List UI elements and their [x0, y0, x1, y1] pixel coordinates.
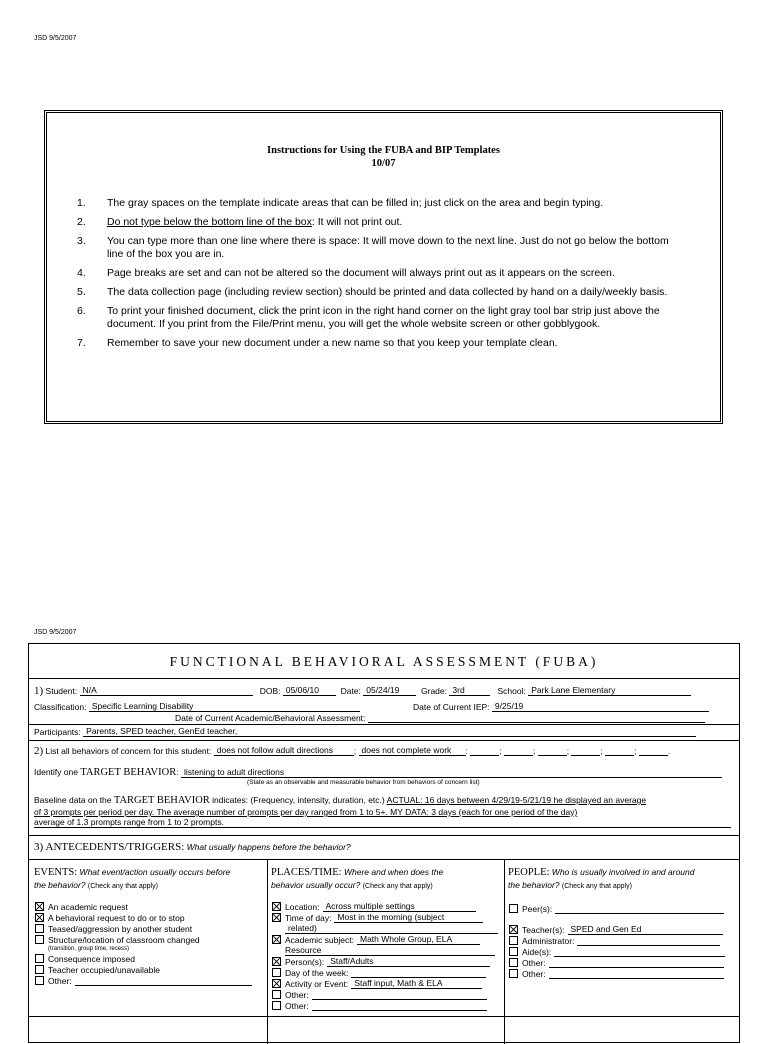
classification-field[interactable]: Specific Learning Disability [89, 702, 360, 712]
instruction-item [77, 197, 677, 210]
event-option[interactable] [35, 912, 252, 923]
behavior-field-1[interactable]: does not follow adult directions [214, 746, 354, 756]
checkbox-unchecked[interactable] [35, 924, 44, 933]
instruction-text: The data collection page (including review section) should be printed and data collected by hand on a daily/weekly basis. [107, 286, 668, 298]
target-behavior-row: Identify one TARGET BEHAVIOR: listening to adult directions [34, 767, 722, 778]
participants-field[interactable]: Parents, SPED teacher, GenEd teacher, [83, 727, 696, 737]
grade-field[interactable]: 3rd [449, 686, 490, 696]
dob-field[interactable]: 05/06/10 [283, 686, 336, 696]
people-label: Administrator: [522, 935, 575, 946]
people-field[interactable] [549, 958, 724, 968]
instruction-item [77, 337, 677, 350]
place-field[interactable]: Staff/Adults [327, 957, 490, 967]
people-checklist [509, 903, 725, 979]
places-check-note: (Check any that apply) [362, 883, 433, 890]
people-option[interactable] [509, 903, 725, 914]
baseline-line-1[interactable]: ACTUAL: 16 days between 4/29/19-5/21/19 he displayed an average [386, 795, 647, 805]
people-label: Other: [522, 957, 546, 968]
checkbox-unchecked[interactable] [35, 976, 44, 985]
instruction-text: To print your finished document, click the print icon in the right hand corner on the light gray tool bar strip just above the document. If you print from the File/Print menu, you will get the whole website screen or other gobblygook. [107, 305, 660, 330]
place-field[interactable]: Most in the morning (subject [334, 913, 483, 923]
checkbox-checked[interactable] [35, 902, 44, 911]
event-label: An academic request [48, 901, 128, 912]
instruction-rest-text: : It will not print out. [311, 216, 403, 228]
baseline-label-suffix: indicates: (Frequency, intensity, duration, etc.) [209, 795, 385, 805]
place-option[interactable] [272, 934, 498, 945]
place-option[interactable] [272, 1000, 498, 1011]
divider [29, 859, 739, 860]
people-label: Teacher(s): [522, 924, 565, 935]
fuba-form [28, 643, 740, 1043]
instructions-title-line2: 10/07 [371, 158, 396, 169]
baseline-row1 [34, 795, 646, 806]
divider [29, 724, 739, 725]
date-field[interactable]: 05/24/19 [363, 686, 416, 696]
event-option[interactable] [35, 975, 252, 986]
target-behavior-note: (State as an observable and measurable behavior from behaviors of concern list) [247, 779, 480, 786]
place-option-continued [272, 945, 498, 956]
places-title: PLACES/TIME: [271, 867, 342, 878]
school-field[interactable]: Park Lane Elementary [528, 686, 691, 696]
section1-row2 [34, 702, 360, 712]
event-label: Consequence imposed [48, 953, 135, 964]
event-option[interactable] [35, 953, 252, 964]
behavior-field-4[interactable] [504, 746, 533, 756]
event-option[interactable] [35, 934, 252, 945]
people-option[interactable] [509, 957, 725, 968]
checkbox-checked[interactable] [509, 925, 518, 934]
instruction-number: 3. [77, 235, 86, 247]
checkbox-unchecked[interactable] [35, 935, 44, 944]
instructions-list [77, 197, 677, 356]
school-label: School: [497, 686, 526, 696]
event-option[interactable] [35, 964, 252, 975]
participants-label: Participants: [34, 727, 81, 737]
place-label: Other: [285, 989, 309, 1000]
instruction-number: 7. [77, 337, 86, 349]
place-option[interactable] [272, 967, 498, 978]
divider [29, 1016, 739, 1017]
place-label: Person(s): [285, 956, 325, 967]
place-label: Location: [285, 901, 320, 912]
form-version-tag: JSD 9/5/2007 [34, 629, 77, 636]
instruction-text: The gray spaces on the template indicate areas that can be filled in; just click on the area and begin typing. [107, 197, 604, 209]
events-title: EVENTS: [34, 867, 78, 878]
people-label: Aide(s): [522, 946, 552, 957]
baseline-label-prefix: Baseline data on the [34, 795, 114, 805]
people-label: Peer(s): [522, 903, 553, 914]
divider [29, 740, 739, 741]
student-label: Student: [45, 686, 78, 696]
people-field[interactable]: SPED and Gen Ed [568, 925, 723, 935]
participants-row [34, 727, 696, 737]
place-label: Day of the week: [285, 967, 349, 978]
assessment-field[interactable] [368, 713, 705, 723]
instruction-item [77, 286, 677, 299]
iep-label: Date of Current IEP: [413, 702, 490, 712]
people-question-2: the behavior? [508, 880, 560, 890]
antecedents-question: What usually happens before the behavior? [186, 842, 351, 852]
instruction-text [107, 216, 402, 229]
checkbox-unchecked[interactable] [509, 904, 518, 913]
event-option[interactable] [35, 923, 252, 934]
people-option[interactable] [509, 968, 725, 979]
people-option[interactable] [509, 946, 725, 957]
baseline-line-3[interactable]: average of 1.3 prompts range from 1 to 2 prompts. [34, 818, 731, 828]
place-label: Other: [285, 1000, 309, 1011]
place-option[interactable] [272, 978, 498, 989]
people-field[interactable] [555, 904, 724, 914]
events-check-note: (Check any that apply) [87, 883, 158, 890]
instructions-box [44, 110, 723, 424]
place-field[interactable] [312, 1001, 487, 1011]
event-label: Teacher occupied/unavailable [48, 964, 160, 975]
people-header [508, 867, 695, 878]
people-field[interactable] [577, 936, 720, 946]
classification-label: Classification: [34, 702, 87, 712]
instruction-number: 6. [77, 305, 86, 317]
instructions-title [47, 144, 720, 170]
place-field[interactable]: Math Whole Group, ELA [357, 935, 480, 945]
behavior-field-3[interactable] [470, 746, 499, 756]
instructions-title-line1: Instructions for Using the FUBA and BIP Templates [267, 145, 500, 156]
checkbox-checked[interactable] [35, 913, 44, 922]
instruction-item [77, 305, 677, 331]
places-question: Where and when does the [343, 867, 444, 877]
section3-number: 3) [34, 841, 44, 853]
event-label: A behavioral request to do or to stop [48, 912, 185, 923]
place-option[interactable] [272, 989, 498, 1000]
checkbox-checked[interactable] [272, 979, 281, 988]
events-question: What event/action usually occurs before [79, 867, 231, 877]
assessment-label: Date of Current Academic/Behavioral Assessment: [175, 713, 366, 723]
checkbox-checked[interactable] [272, 913, 281, 922]
places-question-2: behavior usually occur? [271, 880, 361, 890]
people-option[interactable] [509, 924, 725, 935]
event-structure-note: (transition, group time, recess) [48, 946, 130, 952]
instruction-number: 5. [77, 286, 86, 298]
instruction-text: Remember to save your new document under a new name so that you keep your template clean. [107, 337, 558, 349]
checkbox-checked[interactable] [272, 957, 281, 966]
behavior-field-5[interactable] [538, 746, 567, 756]
instruction-number: 4. [77, 267, 86, 279]
date-label: Date: [340, 686, 361, 696]
instruction-item [77, 267, 677, 280]
place-option[interactable] [272, 912, 498, 923]
baseline-row3 [34, 818, 731, 828]
place-field-continued[interactable]: Resource [285, 946, 495, 956]
grade-label: Grade: [421, 686, 448, 696]
target-behavior-field[interactable]: listening to adult directions [181, 768, 722, 778]
behaviors-label: List all behaviors of concern for this student: [45, 746, 212, 756]
instruction-underlined-text: Do not type below the bottom line of the box [107, 216, 312, 228]
place-option[interactable] [272, 901, 498, 912]
checkbox-unchecked[interactable] [509, 969, 518, 978]
section1-number: 1) [34, 685, 44, 697]
people-label: Other: [522, 968, 546, 979]
behavior-field-6[interactable] [571, 746, 600, 756]
place-field[interactable]: Staff input, Math & ELA [351, 979, 482, 989]
checkbox-unchecked[interactable] [35, 954, 44, 963]
people-field[interactable] [549, 969, 724, 979]
checkbox-unchecked[interactable] [35, 965, 44, 974]
instruction-item [77, 235, 677, 261]
events-header [34, 867, 230, 878]
iep-field[interactable]: 9/25/19 [492, 702, 709, 712]
iep-row [413, 702, 709, 712]
baseline-target-label: TARGET BEHAVIOR [113, 795, 210, 806]
form-title: FUNCTIONAL BEHAVIORAL ASSESSMENT (FUBA) [169, 654, 599, 669]
instruction-item [77, 216, 677, 229]
place-label: Activity or Event: [285, 978, 349, 989]
baseline-line-2[interactable]: of 3 prompts per period per day. The average number of prompts per day ranged from 1 to 5+. MY DATA: 3 days (each for one period of the day) [34, 807, 578, 817]
instruction-text: Page breaks are set and can not be altered so the document will always print out as it appears on the screen. [107, 267, 615, 279]
behavior-field-8[interactable] [639, 746, 668, 756]
target-label-prefix: Identify one [34, 767, 81, 777]
places-header-line2 [271, 880, 433, 892]
checkbox-unchecked[interactable] [272, 968, 281, 977]
event-label: Other: [48, 975, 72, 986]
divider [29, 835, 739, 836]
checkbox-checked[interactable] [272, 935, 281, 944]
dob-label: DOB: [259, 686, 281, 696]
document-version-tag: JSD 9/5/2007 [34, 35, 77, 42]
place-label: Time of day: [285, 912, 332, 923]
place-field[interactable]: Across multiple settings [323, 902, 476, 912]
event-other-field[interactable] [75, 976, 252, 986]
target-behavior-label: TARGET BEHAVIOR [80, 767, 177, 778]
people-title: PEOPLE: [508, 867, 550, 878]
places-checklist [272, 901, 498, 1011]
checkbox-checked[interactable] [272, 902, 281, 911]
section3-header [34, 842, 351, 852]
place-field[interactable] [351, 968, 486, 978]
checkbox-unchecked[interactable] [509, 936, 518, 945]
people-question: Who is usually involved in and around [551, 867, 695, 877]
event-label: Structure/location of classroom changed [48, 934, 200, 945]
event-label: Teased/aggression by another student [48, 923, 193, 934]
place-field[interactable] [312, 990, 487, 1000]
place-option[interactable] [272, 956, 498, 967]
events-checklist [35, 901, 252, 986]
people-option[interactable] [509, 935, 725, 946]
checkbox-unchecked[interactable] [509, 947, 518, 956]
baseline-row2 [34, 807, 577, 817]
behavior-field-2[interactable]: does not complete work [359, 746, 466, 756]
student-field[interactable]: N/A [80, 686, 253, 696]
section1-row1 [34, 686, 691, 696]
place-field-continued[interactable]: related) [285, 924, 498, 934]
divider [29, 678, 739, 679]
section2-number: 2) [34, 745, 44, 757]
antecedents-label: ANTECEDENTS/TRIGGERS: [45, 841, 185, 853]
people-field[interactable] [554, 947, 725, 957]
events-header-line2 [34, 880, 158, 892]
checkbox-unchecked[interactable] [272, 990, 281, 999]
people-check-note: (Check any that apply) [561, 883, 632, 890]
people-header-line2 [508, 880, 632, 892]
event-option[interactable] [35, 901, 252, 912]
instruction-text: You can type more than one line where there is space: It will move down to the next line. Just do not go below the bottom line of the box you are in. [107, 235, 669, 260]
checkbox-unchecked[interactable] [272, 1001, 281, 1010]
place-label: Academic subject: [285, 934, 354, 945]
section2-row1: 2) List all behaviors of concern for this student: does not follow adult directions ; does not complete work : ; ; ; ; ; . [34, 745, 671, 757]
instruction-number: 1. [77, 197, 86, 209]
checkbox-unchecked[interactable] [509, 958, 518, 967]
places-header [271, 867, 443, 878]
assessment-row [175, 713, 705, 723]
instruction-number: 2. [77, 216, 86, 228]
place-option-continued [272, 923, 498, 934]
behavior-field-7[interactable] [605, 746, 634, 756]
events-question-2: the behavior? [34, 880, 86, 890]
